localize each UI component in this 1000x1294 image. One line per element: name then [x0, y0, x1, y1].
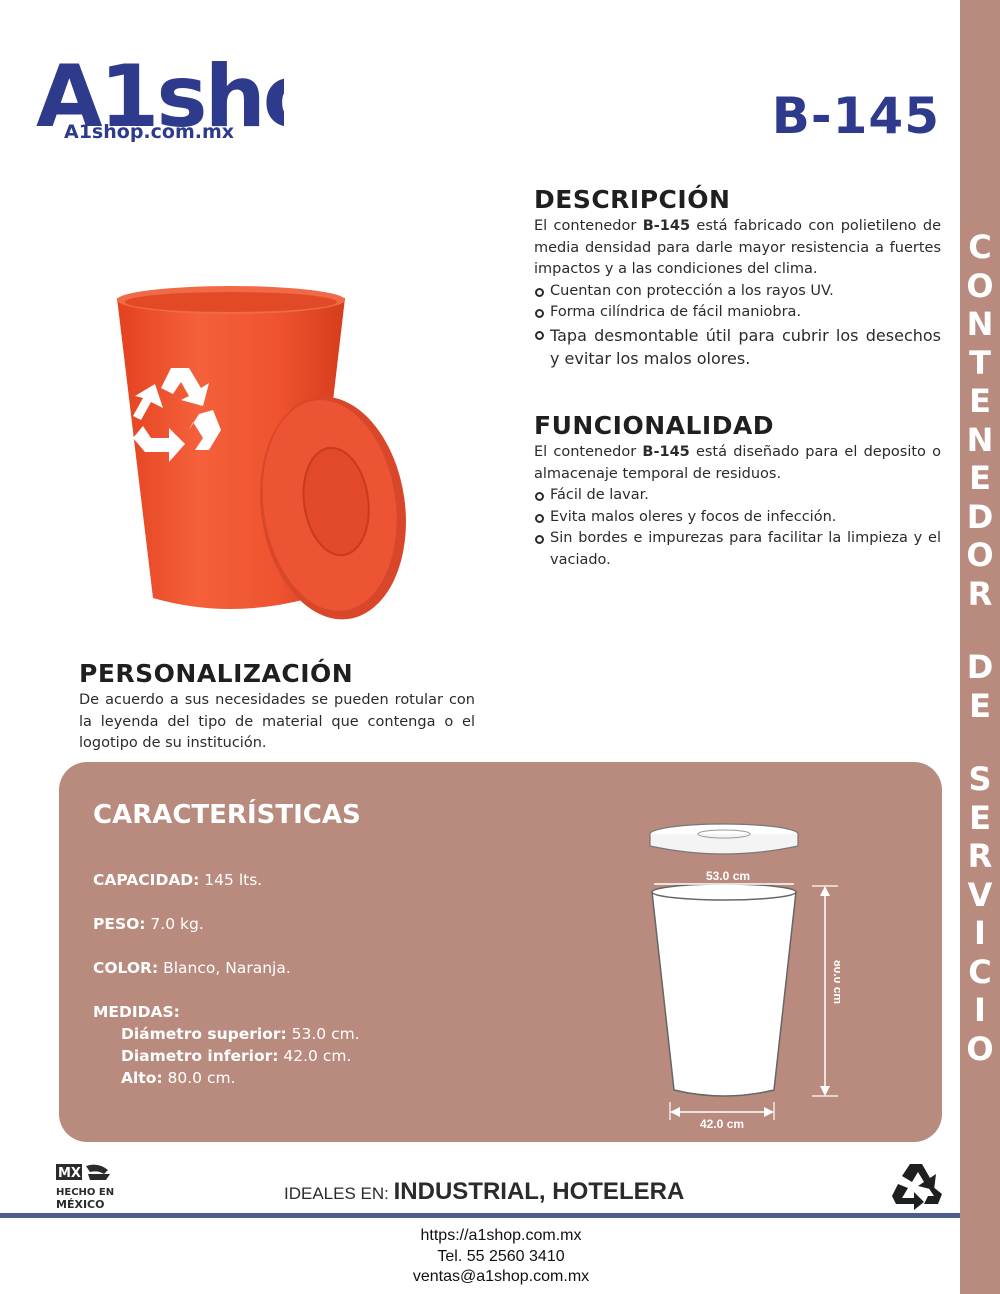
side-banner-letter: O	[966, 266, 994, 305]
side-banner-letter: E	[969, 686, 991, 725]
side-banner-letter: C	[968, 228, 992, 266]
side-banner-letter: T	[969, 343, 991, 382]
list-item: Forma cilíndrica de fácil maniobra.	[534, 302, 941, 324]
spec-weight	[93, 913, 204, 935]
spec-height-label: Alto:	[121, 1069, 163, 1087]
badge-mx-text: MX	[58, 1166, 81, 1181]
side-banner-letter: C	[968, 952, 992, 991]
side-banner-letter: O	[966, 1029, 994, 1068]
description-model: B-145	[642, 218, 691, 234]
side-banner-letter: D	[966, 648, 994, 686]
functionality-model: B-145	[642, 444, 690, 460]
spec-top-diameter	[121, 1023, 360, 1045]
side-banner-letter: D	[966, 497, 994, 536]
side-banner-letter: V	[967, 875, 993, 914]
description-intro	[534, 216, 941, 281]
side-banner-letter	[960, 725, 1000, 760]
functionality-bullets	[534, 485, 941, 571]
spec-bottom-diameter	[121, 1045, 351, 1067]
contact-block	[300, 1226, 702, 1288]
phone-text[interactable]: Tel. 55 2560 3410	[437, 1247, 565, 1265]
side-banner-letter: N	[966, 305, 994, 343]
spec-weight-value: 7.0 kg.	[145, 915, 204, 933]
side-banner-letter: E	[969, 459, 991, 497]
model-code: B-145	[771, 87, 940, 145]
ideal-for-label: IDEALES EN:	[284, 1184, 394, 1203]
dimension-diagram	[640, 820, 840, 1140]
spec-color-value: Blanco, Naranja.	[158, 959, 291, 977]
recycle-icon	[890, 1160, 946, 1212]
spec-height	[121, 1067, 236, 1089]
side-banner-letter: N	[966, 420, 994, 459]
side-banner-letter: E	[969, 382, 991, 420]
description-intro-pre: El contenedor	[534, 218, 643, 234]
product-image	[105, 280, 435, 640]
side-banner-letter: I	[974, 914, 986, 952]
spec-height-value: 80.0 cm.	[162, 1069, 236, 1087]
logo-wordmark: A1sh	[36, 47, 263, 147]
diagram-bottom-width: 42.0 cm	[700, 1117, 745, 1131]
spec-measures-label	[93, 1001, 180, 1023]
spec-top-diameter-label: Diámetro superior:	[121, 1025, 287, 1043]
side-banner-letter: R	[967, 574, 993, 613]
diagram-top-width: 53.0 cm	[706, 869, 751, 883]
functionality-intro	[534, 442, 941, 485]
personalization-text: De acuerdo a sus necesidades se pueden rotular con la leyenda del tipo de material que contenga o el logotipo de su institución.	[79, 692, 475, 751]
ideal-for-value: INDUSTRIAL, HOTELERA	[393, 1178, 685, 1205]
list-item: Cuentan con protección a los rayos UV.	[534, 281, 941, 303]
side-banner-letter: E	[969, 798, 991, 837]
side-banner-letter: O	[966, 536, 994, 574]
diagram-height: 80.0 cm	[831, 960, 840, 1005]
list-item: Sin bordes e impurezas para facilitar la limpieza y el vaciado.	[534, 528, 941, 571]
characteristics-title: CARACTERÍSTICAS	[93, 800, 361, 830]
badge-line1: HECHO EN	[56, 1187, 115, 1198]
ideal-for-line	[284, 1178, 684, 1206]
functionality-intro-pre: El contenedor	[534, 444, 643, 460]
footer-divider	[0, 1213, 960, 1218]
logo-url-text: A1shop.com.mx	[64, 121, 235, 143]
spec-capacity-label: CAPACIDAD:	[93, 871, 200, 889]
spec-bottom-diameter-value: 42.0 cm.	[278, 1047, 352, 1065]
functionality-section	[534, 410, 941, 571]
spec-measures-title: MEDIDAS:	[93, 1003, 180, 1021]
spec-top-diameter-value: 53.0 cm.	[286, 1025, 360, 1043]
side-banner-letter: R	[967, 837, 993, 875]
list-item: Fácil de lavar.	[534, 485, 941, 507]
personalization-title: PERSONALIZACIÓN	[79, 659, 354, 688]
list-item: Evita malos oleres y focos de infección.	[534, 507, 941, 529]
description-intro-post: está fabricado con polietileno de media densidad para darle mayor resistencia a fuertes impactos y a las condiciones del clima.	[534, 218, 941, 277]
spec-capacity-value: 145 lts.	[199, 871, 263, 889]
list-item: Tapa desmontable útil para cubrir los desechos y evitar los malos olores.	[534, 324, 941, 370]
spec-bottom-diameter-label: Diametro inferior:	[121, 1047, 279, 1065]
description-section	[534, 184, 941, 370]
side-banner-letter	[960, 613, 1000, 648]
spec-color	[93, 957, 291, 979]
personalization-section	[79, 658, 475, 755]
spec-color-label: COLOR:	[93, 959, 159, 977]
hecho-en-mexico-badge	[54, 1162, 116, 1212]
description-bullets	[534, 281, 941, 370]
side-banner-letter: S	[968, 760, 992, 798]
functionality-title: FUNCIONALIDAD	[534, 411, 775, 440]
email-link[interactable]: ventas@a1shop.com.mx	[412, 1268, 590, 1285]
description-title: DESCRIPCIÓN	[534, 185, 731, 214]
spec-weight-label: PESO:	[93, 915, 146, 933]
functionality-intro-post: está diseñado para el deposito o almacenaje temporal de residuos.	[534, 444, 941, 482]
side-banner-letter: I	[974, 991, 986, 1029]
badge-line2: MÉXICO	[56, 1198, 105, 1211]
spec-capacity	[93, 869, 262, 891]
side-banner-text	[960, 228, 1000, 1068]
website-link[interactable]: https://a1shop.com.mx	[420, 1227, 582, 1244]
